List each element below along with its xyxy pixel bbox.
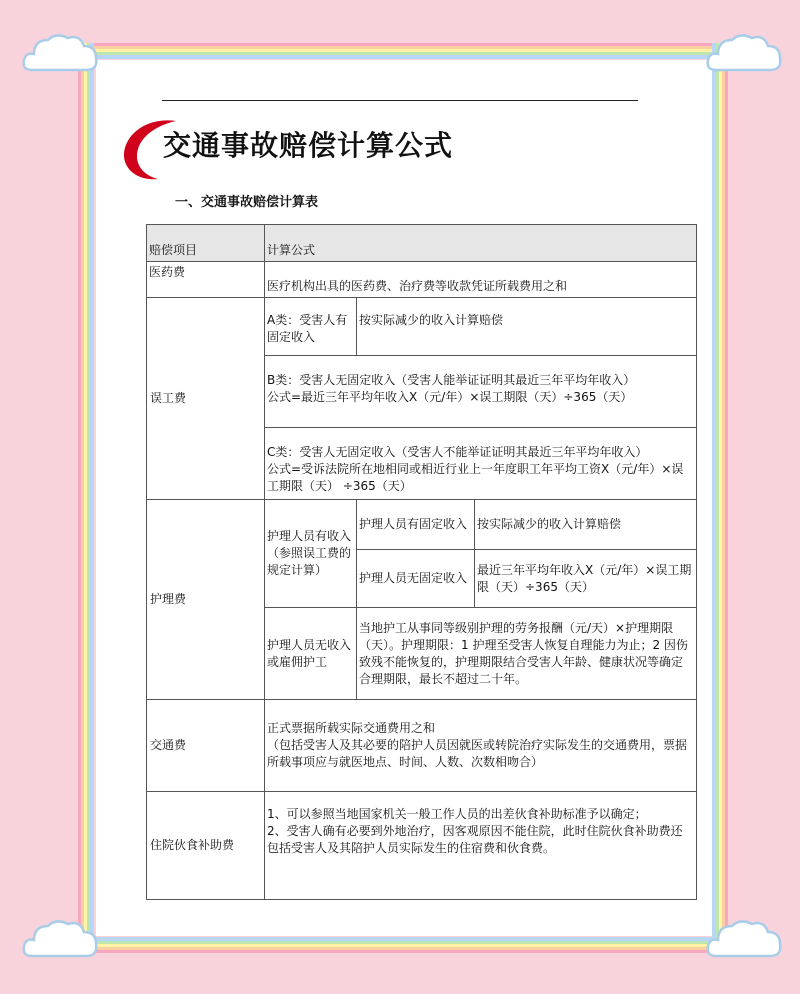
formula-transport [265, 700, 697, 792]
lost-wages-c [265, 428, 697, 500]
item-nursing: 护理费 [147, 500, 265, 700]
item-transport: 交通费 [147, 700, 265, 792]
page-title: 交通事故赔偿计算公式 [163, 129, 454, 162]
item-meal-allowance: 住院伙食补助费 [147, 792, 265, 900]
lost-wages-a-formula: 按实际减少的收入计算赔偿 [357, 298, 697, 356]
transport-line2: （包括受害人及其必要的陪护人员因就医或转院治疗实际发生的交通费用，票据所载事项应与就医地点、时间、人数、次数相吻合） [267, 738, 688, 769]
section-heading: 一、交通事故赔偿计算表 [175, 195, 319, 210]
lost-wages-b [265, 356, 697, 428]
top-rule [162, 100, 638, 101]
header-item: 赔偿项目 [147, 225, 265, 262]
cloud-icon [20, 28, 100, 78]
nursing-no-income: 护理人员无收入或雇佣护工 [265, 608, 357, 700]
header-formula: 计算公式 [265, 225, 697, 262]
cloud-icon [704, 914, 784, 964]
nursing-no-income-formula: 当地护工从事同等级别护理的劳务报酬（元/天）×护理期限（天）。护理期限：1 护理至受害人恢复自理能力为止；2 因伤致残不能恢复的，护理期限结合受害人年龄、健康状况等确定合理期限，最长不超过二十年。 [357, 608, 697, 700]
cloud-icon [20, 914, 100, 964]
meal-line2: 2、受害人确有必要到外地治疗，因客观原因不能住院，此时住院伙食补助费还包括受害人及其陪护人员实际发生的住宿费和伙食费。 [267, 824, 683, 855]
compensation-table [146, 224, 697, 900]
table-row [147, 700, 697, 792]
transport-line1: 正式票据所载实际交通费用之和 [267, 721, 436, 735]
cloud-icon [704, 28, 784, 78]
table-row [147, 500, 697, 550]
table-row [147, 262, 697, 298]
table-header-row [147, 225, 697, 262]
formula-meal-allowance [265, 792, 697, 900]
lost-wages-a-type: A类：受害人有固定收入 [265, 298, 357, 356]
lost-wages-b-line1: B类：受害人无固定收入（受害人能举证证明其最近三年平均年收入） [267, 373, 636, 387]
lost-wages-b-line2: 公式=最近三年平均年收入X（元/年）×误工期限（天）÷365（天） [267, 390, 633, 404]
lost-wages-c-line2: 公式=受诉法院所在地相同或相近行业上一年度职工年平均工资X（元/年）×误工期限（天） ÷365（天） [267, 462, 684, 493]
item-lost-wages: 误工费 [147, 298, 265, 500]
meal-line1: 1、可以参照当地国家机关一般工作人员的出差伙食补助标准予以确定； [267, 807, 647, 821]
lost-wages-c-line1: C类：受害人无固定收入（受害人不能举证证明其最近三年平均年收入） [267, 445, 648, 459]
formula-medical: 医疗机构出具的医药费、治疗费等收款凭证所载费用之和 [265, 262, 697, 298]
nursing-fixed-label: 护理人员有固定收入 [357, 500, 475, 550]
nursing-nonfixed-label: 护理人员无固定收入 [357, 550, 475, 608]
table-row [147, 298, 697, 356]
nursing-nonfixed-formula: 最近三年平均年收入X（元/年）×误工期限（天）÷365（天） [475, 550, 697, 608]
table-row [147, 792, 697, 900]
nursing-with-income: 护理人员有收入（参照误工费的规定计算） [265, 500, 357, 608]
item-medical: 医药费 [147, 262, 265, 298]
nursing-fixed-formula: 按实际减少的收入计算赔偿 [475, 500, 697, 550]
